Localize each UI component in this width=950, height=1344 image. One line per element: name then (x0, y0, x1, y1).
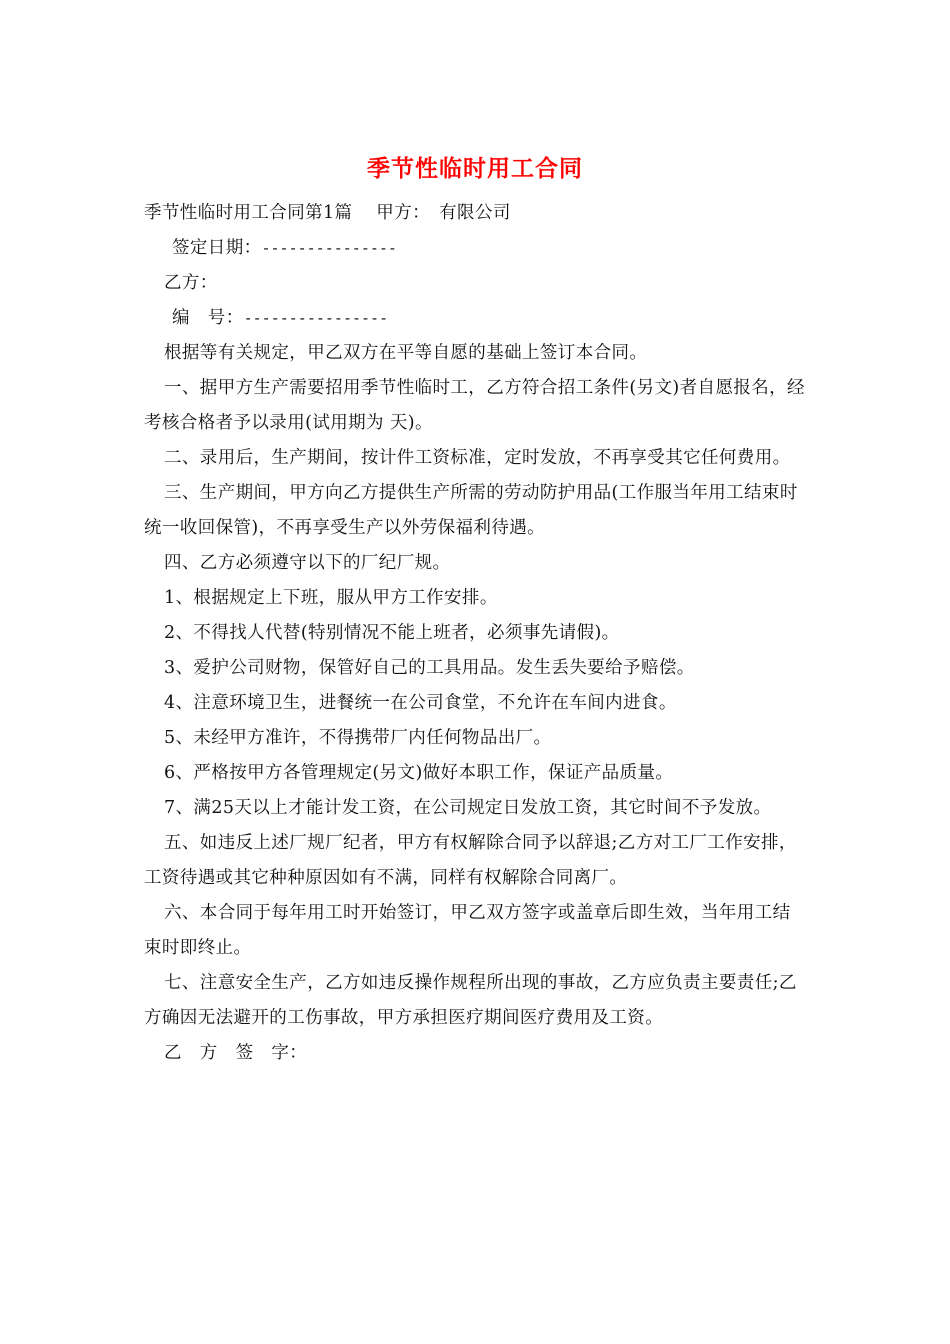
paragraph: 6、严格按甲方各管理规定(另文)做好本职工作，保证产品质量。 (164, 763, 674, 783)
sign-date-label: 签定日期： (172, 238, 262, 258)
number-line (144, 301, 808, 336)
sign-date-line (144, 231, 808, 266)
number-label: 编 号： (172, 308, 244, 328)
paragraph: 一、据甲方生产需要招用季节性临时工，乙方符合招工条件(另文)者自愿报名，经考核合格者予以录用(试用期为 天)。 (144, 378, 805, 433)
paragraph: 根据等有关规定，甲乙双方在平等自愿的基础上签订本合同。 (164, 343, 648, 363)
paragraph: 1、根据规定上下班，服从甲方工作安排。 (164, 588, 498, 608)
paragraph: 七、注意安全生产，乙方如违反操作规程所出现的事故，乙方应负责主要责任;乙方确因无法避开的工伤事故，甲方承担医疗期间医疗费用及工资。 (144, 973, 797, 1028)
paragraph: 四、乙方必须遵守以下的厂纪厂规。 (164, 553, 451, 573)
signature-line: 乙 方 签 字： (164, 1043, 308, 1063)
document-title: 季节性临时用工合同 (367, 155, 583, 182)
paragraph: 5、未经甲方准许，不得携带厂内任何物品出厂。 (164, 728, 552, 748)
paragraph: 2、不得找人代替(特别情况不能上班者，必须事先请假)。 (164, 623, 620, 643)
sign-date-value: --------------- (261, 239, 397, 257)
paragraph: 五、如违反上述厂规厂纪者，甲方有权解除合同予以辞退;乙方对工厂工作安排，工资待遇或其它种种原因如有不满，同样有权解除合同离厂。 (144, 833, 797, 888)
number-value: ---------------- (243, 309, 389, 327)
paragraph: 3、爱护公司财物，保管好自己的工具用品。发生丢失要给予赔偿。 (164, 658, 695, 678)
intro-line: 季节性临时用工合同第1篇 甲方： 有限公司 (144, 203, 511, 223)
paragraph: 4、注意环境卫生，进餐统一在公司食堂，不允许在车间内进食。 (164, 693, 677, 713)
document-body (144, 196, 808, 1071)
paragraph: 7、满25天以上才能计发工资，在公司规定日发放工资，其它时间不予发放。 (164, 798, 772, 818)
paragraph: 六、本合同于每年用工时开始签订，甲乙双方签字或盖章后即生效，当年用工结束时即终止。 (144, 903, 791, 958)
party-b-line: 乙方： (164, 273, 218, 293)
paragraph: 二、录用后，生产期间，按计件工资标准，定时发放，不再享受其它任何费用。 (164, 448, 791, 468)
paragraph: 三、生产期间，甲方向乙方提供生产所需的劳动防护用品(工作服当年用工结束时统一收回保管)，不再享受生产以外劳保福利待遇。 (144, 483, 798, 538)
